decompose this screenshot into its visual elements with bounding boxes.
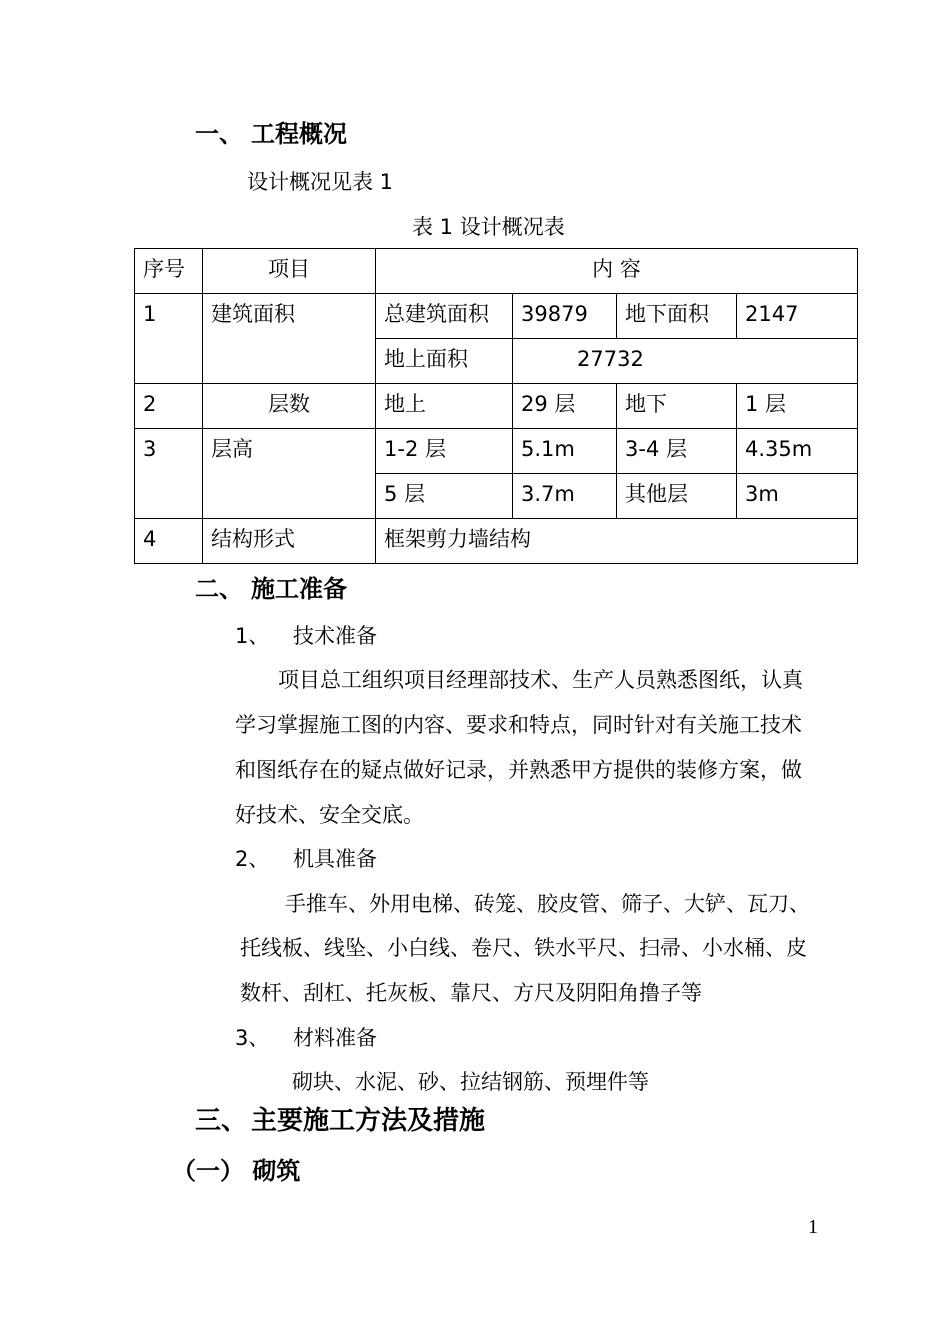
paragraph-line: 数杆、刮杠、托灰板、靠尺、方尺及阴阳角撸子等 xyxy=(240,981,702,1005)
prep-item-tools xyxy=(235,843,377,873)
paragraph-line: 托线板、线坠、小白线、卷尺、铁水平尺、扫帚、小水桶、皮 xyxy=(240,936,807,960)
subsection-heading: （一） 砌筑 xyxy=(172,1157,301,1185)
prep-item-materials xyxy=(235,1022,377,1052)
cell: 4.35m xyxy=(737,429,858,474)
paragraph-line: 学习掌握施工图的内容、要求和特点，同时针对有关施工技术 xyxy=(235,713,802,737)
cell: 39879 xyxy=(513,294,617,339)
cell: 地下 xyxy=(617,384,737,429)
cell: 3-4 层 xyxy=(617,429,737,474)
cell: 5 层 xyxy=(376,474,513,519)
table-row xyxy=(135,294,858,339)
section-title: 工程概况 xyxy=(251,120,347,148)
section-heading-2 xyxy=(195,569,347,604)
item-number: 2、 xyxy=(235,847,270,871)
item-title: 机具准备 xyxy=(293,847,377,871)
cell-item: 结构形式 xyxy=(203,519,376,564)
table-row xyxy=(135,384,858,429)
header-seq: 序号 xyxy=(135,249,203,294)
cell: 27732 xyxy=(513,339,858,384)
design-overview-table xyxy=(134,248,858,564)
section-heading-3 xyxy=(195,1100,485,1137)
cell: 1-2 层 xyxy=(376,429,513,474)
item-title: 技术准备 xyxy=(293,624,377,648)
cell: 框架剪力墙结构 xyxy=(376,519,858,564)
section-number: 一、 xyxy=(195,120,243,148)
page-number: 1 xyxy=(808,1216,818,1238)
prep-item-technical xyxy=(235,620,377,650)
paragraph-line: 好技术、安全交底。 xyxy=(235,803,424,827)
cell-seq: 4 xyxy=(135,519,203,564)
cell: 5.1m xyxy=(513,429,617,474)
paragraph-line: 项目总工组织项目经理部技术、生产人员熟悉图纸，认真 xyxy=(278,668,803,692)
section-heading-1 xyxy=(195,114,347,149)
cell-item: 层高 xyxy=(203,429,376,519)
cell: 地下面积 xyxy=(617,294,737,339)
table-caption: 表 1 设计概况表 xyxy=(412,215,565,239)
cell: 总建筑面积 xyxy=(376,294,513,339)
cell-seq: 1 xyxy=(135,294,203,384)
cell-item: 建筑面积 xyxy=(203,294,376,384)
section-title: 主要施工方法及措施 xyxy=(251,1106,486,1136)
cell: 1 层 xyxy=(737,384,858,429)
cell-seq: 3 xyxy=(135,429,203,519)
cell: 地上面积 xyxy=(376,339,513,384)
item-number: 3、 xyxy=(235,1026,270,1050)
paragraph-line: 和图纸存在的疑点做好记录，并熟悉甲方提供的装修方案，做 xyxy=(235,758,802,782)
cell-seq: 2 xyxy=(135,384,203,429)
section-number: 二、 xyxy=(195,575,243,603)
header-item: 项目 xyxy=(203,249,376,294)
cell: 2147 xyxy=(737,294,858,339)
paragraph-line: 手推车、外用电梯、砖笼、胶皮管、筛子、大铲、瓦刀、 xyxy=(285,892,810,916)
design-overview-intro: 设计概况见表 1 xyxy=(247,170,394,194)
cell: 3m xyxy=(737,474,858,519)
header-content: 内 容 xyxy=(376,249,858,294)
table-row xyxy=(135,519,858,564)
section-title: 施工准备 xyxy=(251,575,347,603)
cell: 地上 xyxy=(376,384,513,429)
cell: 29 层 xyxy=(513,384,617,429)
table-header-row xyxy=(135,249,858,294)
table-row xyxy=(135,429,858,474)
cell: 3.7m xyxy=(513,474,617,519)
cell-item: 层数 xyxy=(203,384,376,429)
paragraph-line: 砌块、水泥、砂、拉结钢筋、预埋件等 xyxy=(292,1070,649,1094)
item-number: 1、 xyxy=(235,624,270,648)
item-title: 材料准备 xyxy=(293,1026,377,1050)
section-number: 三、 xyxy=(195,1106,248,1136)
cell: 其他层 xyxy=(617,474,737,519)
